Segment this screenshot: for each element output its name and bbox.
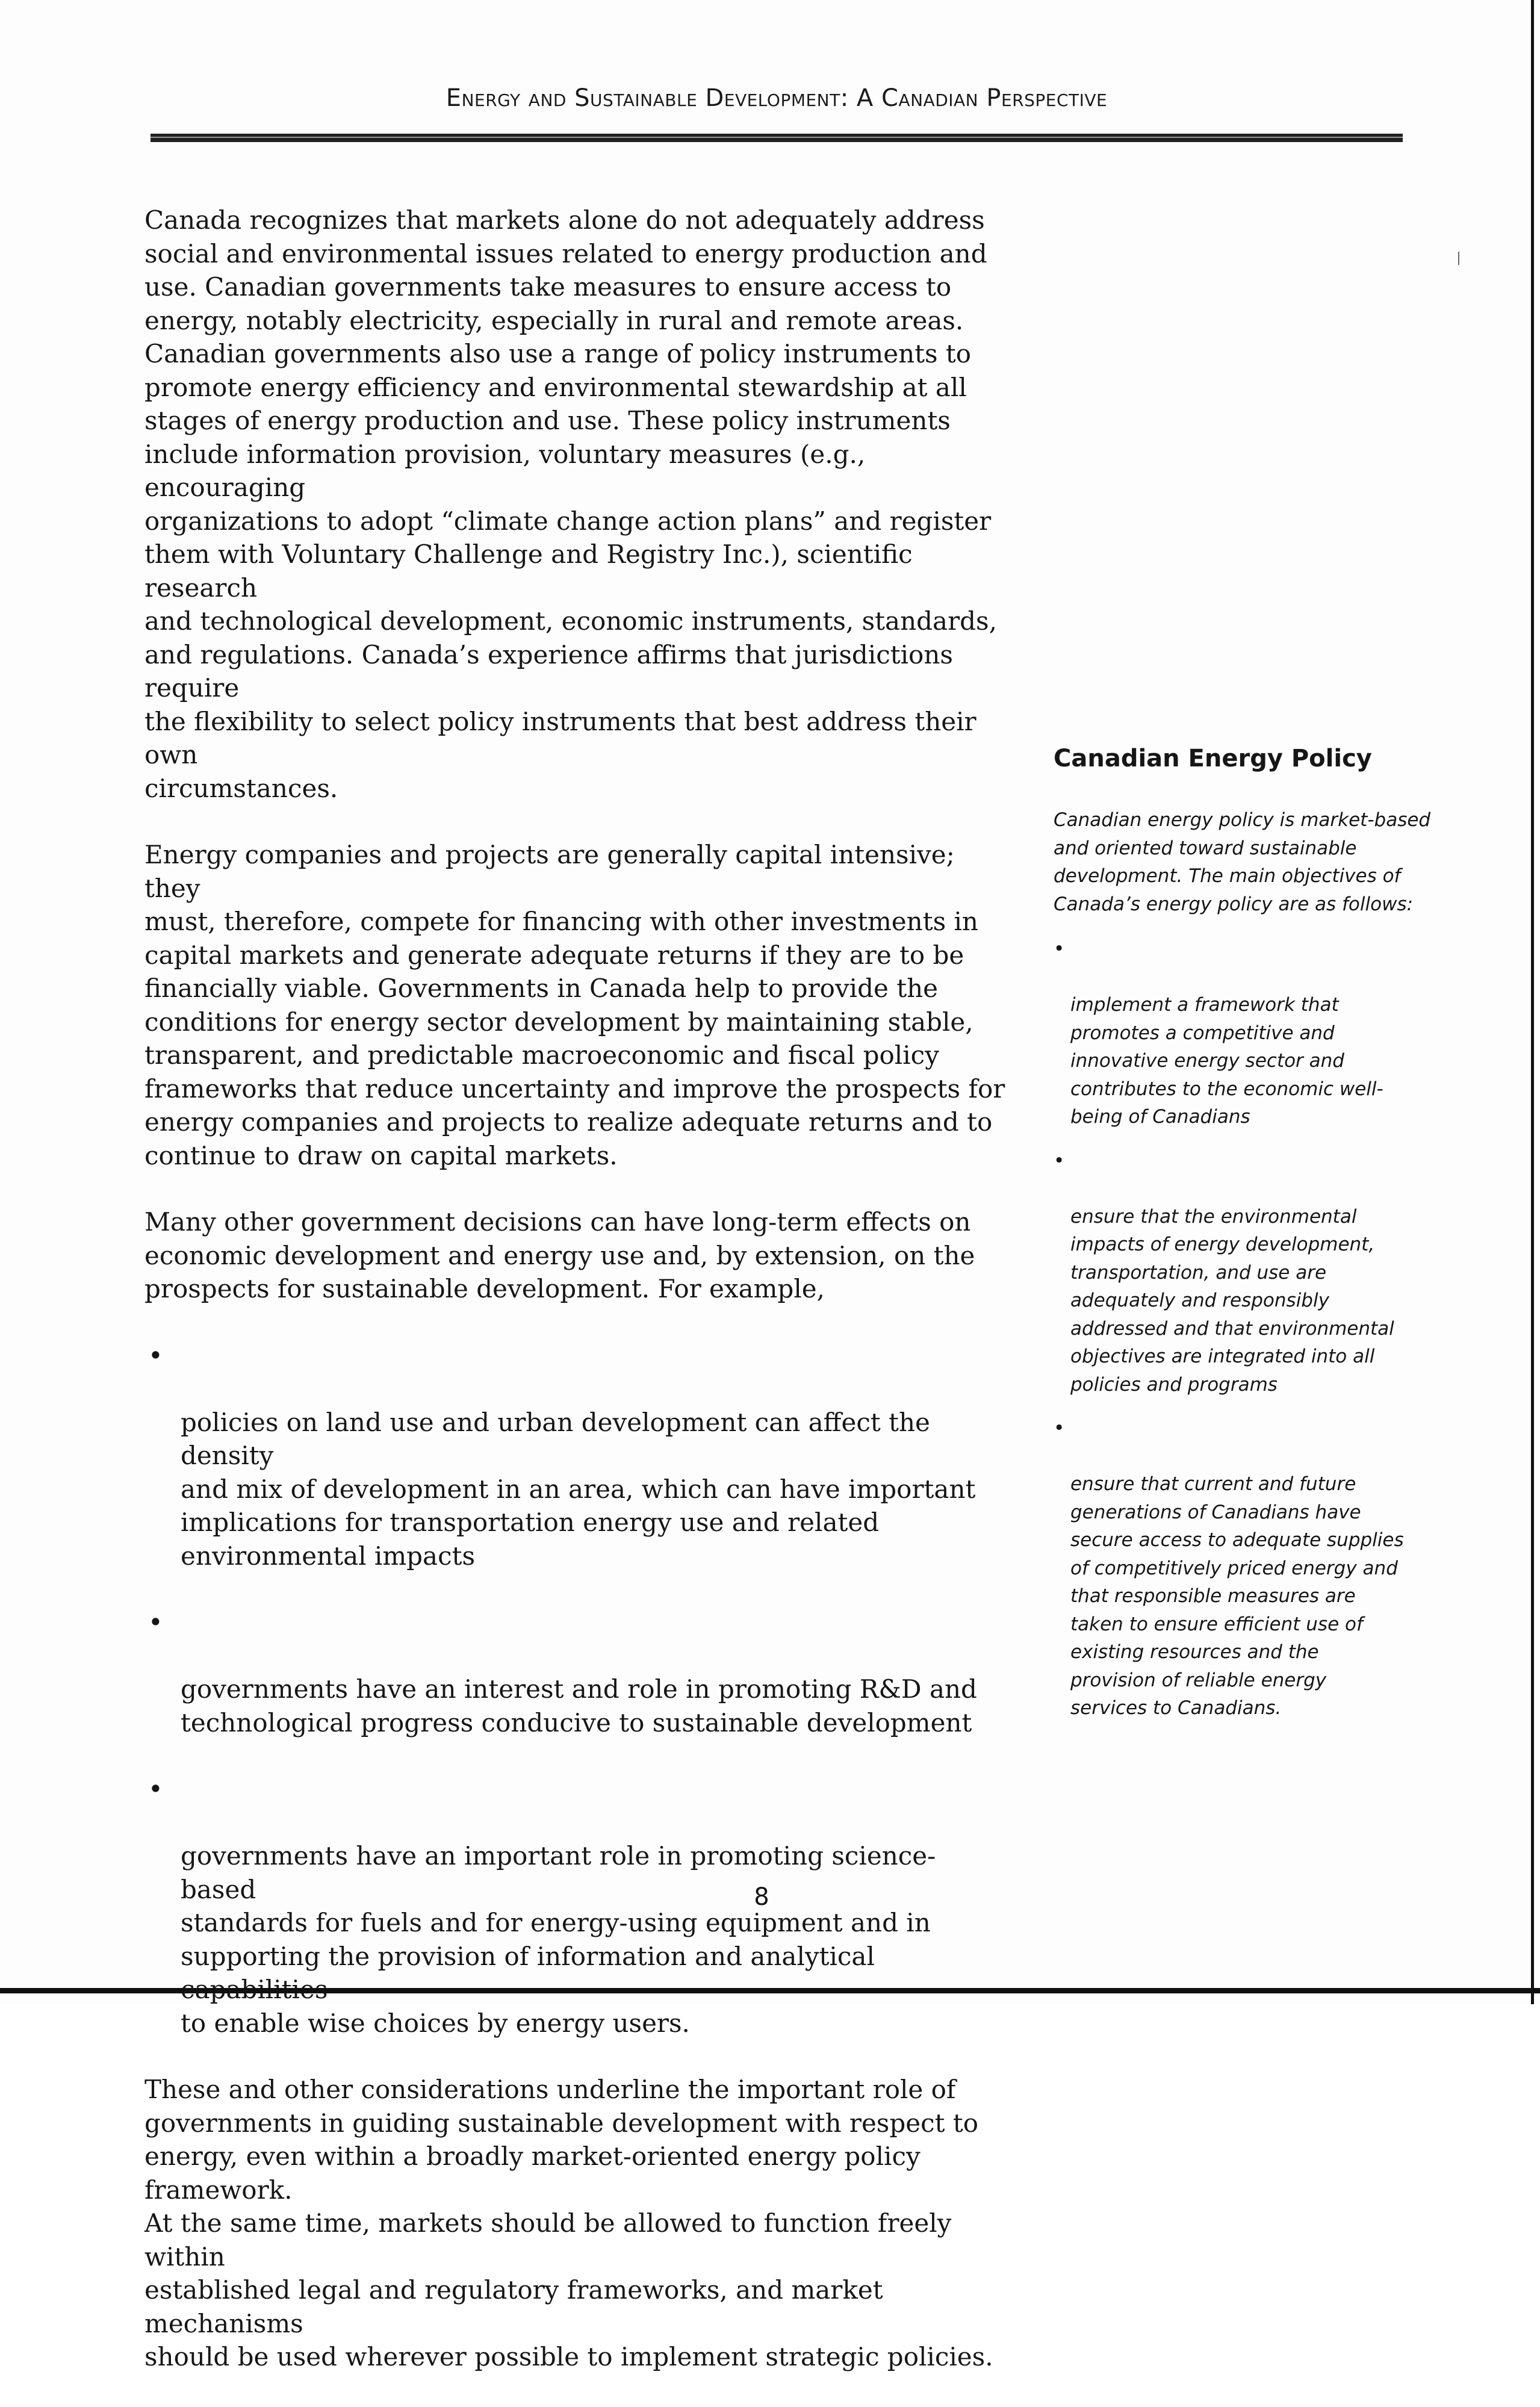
- bullet-icon: •: [1054, 938, 1065, 960]
- list-item-text: implement a framework that promotes a competitive and innovative energy sector and contributes to the economic well- being of Canadians: [1070, 994, 1383, 1128]
- list-item: [144, 1606, 1005, 1739]
- main-bullet-list: [144, 1339, 1005, 2040]
- list-item: [1054, 1414, 1433, 1722]
- list-item: [1054, 1147, 1433, 1399]
- scan-edge-bottom: [0, 1988, 1540, 1993]
- main-column: [144, 203, 1005, 2407]
- scan-speck: [1458, 252, 1459, 265]
- sidebar-objectives-list: [1054, 935, 1433, 1722]
- list-item-text: ensure that current and future generations of Canadians have secure access to adequate supplies of competitively priced energy and that responsible measures are taken to ensure efficient use of existing resources and the provision of reliable energy services to Canadians.: [1070, 1473, 1404, 1719]
- list-item-text: ensure that the environmental impacts of energy development, transportation, and use are adequately and responsibly addressed and that environmental objectives are integrated into all policies and programs: [1070, 1205, 1394, 1396]
- bullet-icon: •: [148, 1607, 163, 1637]
- list-item: [144, 1339, 1005, 1573]
- page-number: 8: [754, 1883, 769, 1911]
- paragraph-decisions: Many other government decisions can have long-term effects on economic development and energy use and, by extension, on the prospects for sustainable development. For example,: [144, 1207, 975, 1303]
- paragraph-capital: Energy companies and projects are generally capital intensive; they must, therefore, compete for financing with other investments in capital markets and generate adequate returns if they are to be financially viable. Governments in Canada help to provide the conditions for energy sector development by maintaining stable, transparent, and predictable macroeconomic and fiscal policy frameworks that reduce uncertainty and improve the prospects for energy companies and projects to realize adequate returns and to continue to draw on capital markets.: [144, 840, 1005, 1170]
- sidebar-box: [1054, 744, 1433, 1738]
- sidebar-title: Canadian Energy Policy: [1054, 745, 1372, 772]
- bullet-icon: •: [148, 1340, 163, 1370]
- scan-edge-right: [1531, 0, 1534, 2004]
- sidebar-intro: Canadian energy policy is market-based and oriented toward sustainable development. The main objectives of Canada’s energy policy are as follows:: [1054, 809, 1431, 915]
- bullet-icon: •: [1054, 1417, 1065, 1439]
- list-item-text: governments have an important role in promoting science-based standards for fuels and for energy-using equipment and in supporting the provision of information and analytical to enable wise choices by energy users.: [181, 1841, 936, 2038]
- list-item-text: policies on land use and urban development can affect the density and mix of development in an area, which can have important implications for transportation energy use and related environmental impacts: [181, 1407, 976, 1571]
- header-rule: [151, 134, 1403, 142]
- bullet-icon: •: [1054, 1149, 1065, 1172]
- list-item-text: governments have an interest and role in promoting R&D and technological progress conducive to sustainable development: [181, 1674, 977, 1738]
- bullet-icon: •: [148, 1774, 163, 1804]
- running-header: Energy and Sustainable Development: A Canadian Perspective: [446, 84, 1108, 112]
- paragraph-closing: These and other considerations underline the important role of governments in guiding sustainable development with respect to energy, even within a broadly market-oriented energy policy framework. At the same time, markets should be allowed to function freely within established legal and regulatory frameworks, and market mechanisms should be used wherever possible to implement strategic policies.: [144, 2075, 993, 2371]
- paragraph-markets: Canada recognizes that markets alone do not adequately address social and environmental issues related to energy production and use. Canadian governments take measures to ensure access to energy, notably electricity, especially in rural and remote areas. Canadian governments also use a range of policy instruments to promote energy efficiency and environmental stewardship at all stages of energy production and use. These policy instruments include information provision, voluntary measures (e.g., encouraging organizations to adopt “climate change action plans” and register them with Voluntary Challenge and Registry Inc.), scientific research and technological development, economic instruments, standards, and regulations. Canada’s experience affirms that jurisdictions require the flexibility to select policy instruments that best address their own circumstances.: [144, 205, 997, 803]
- list-item: [1054, 935, 1433, 1131]
- list-item: [144, 1772, 1005, 2040]
